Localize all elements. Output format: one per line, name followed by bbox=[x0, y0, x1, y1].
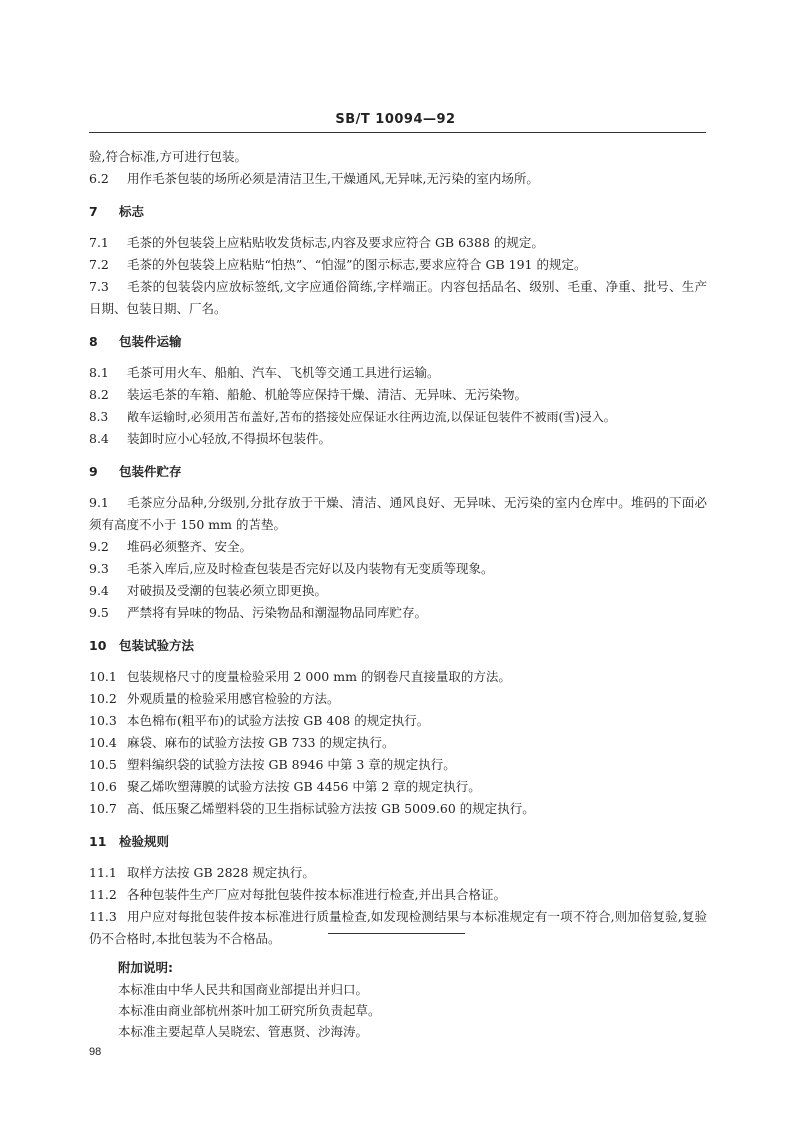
clause-10-5: 10.5 塑料编织袋的试验方法按 GB 8946 中第 3 章的规定执行。 bbox=[89, 757, 456, 772]
clause-10-3: 10.3 本色棉布(粗平布)的试验方法按 GB 408 的规定执行。 bbox=[89, 713, 430, 728]
notes-title: 附加说明: bbox=[118, 960, 173, 975]
clause-7-2: 7.2 毛茶的外包装袋上应粘贴“怕热”、“怕湿”的图示标志,要求应符合 GB 191 的规定。 bbox=[89, 257, 587, 272]
section-heading-11: 11 检验规则 bbox=[89, 834, 170, 849]
clause-10-2: 10.2 外观质量的检验采用感官检验的方法。 bbox=[89, 691, 340, 706]
clause-9-5: 9.5 严禁将有异味的物品、污染物品和潮湿物品同库贮存。 bbox=[89, 605, 428, 620]
section-heading-10: 10 包装试验方法 bbox=[89, 638, 195, 653]
clause-9-1: 9.1 毛茶应分品种,分级别,分批存放于干燥、清洁、通风良好、无异味、无污染的室内仓库中。堆码的下面必须有高度不小于 150 mm 的苫垫。 bbox=[89, 495, 707, 532]
clause-7-3: 7.3 毛茶的包装袋内应放标签纸,文字应通俗简练,字样端正。内容包括品名、级别、毛重、净重、批号、生产日期、包装日期、厂名。 bbox=[89, 279, 707, 316]
document-body bbox=[89, 146, 707, 950]
clause-8-1: 8.1 毛茶可用火车、船舶、汽车、飞机等交通工具进行运输。 bbox=[89, 365, 440, 380]
notes-line: 本标准由商业部杭州茶叶加工研究所负责起草。 bbox=[118, 1003, 381, 1018]
closing-separator bbox=[328, 933, 465, 934]
clause-11-2: 11.2 各种包装件生产厂应对每批包装件按本标准进行检查,并出具合格证。 bbox=[89, 887, 506, 902]
additional-notes bbox=[118, 957, 381, 1042]
clause-10-6: 10.6 聚乙烯吹塑薄膜的试验方法按 GB 4456 中第 2 章的规定执行。 bbox=[89, 779, 481, 794]
page-number: 98 bbox=[89, 1046, 102, 1058]
clause-6-2: 6.2 用作毛茶包装的场所必须是清洁卫生,干燥通风,无异味,无污染的室内场所。 bbox=[89, 171, 539, 186]
clause-9-4: 9.4 对破损及受潮的包装必须立即更换。 bbox=[89, 583, 328, 598]
section-heading-8: 8 包装件运输 bbox=[89, 334, 182, 349]
clause-8-3: 8.3 敞车运输时,必须用苫布盖好,苫布的搭接处应保证水往两边流,以保证包装件不被雨(雪)浸入。 bbox=[89, 410, 616, 424]
notes-line: 本标准由中华人民共和国商业部提出并归口。 bbox=[118, 982, 369, 997]
clause-10-1: 10.1 包装规格尺寸的度量检验采用 2 000 mm 的钢卷尺直接量取的方法。 bbox=[89, 669, 511, 684]
clause-7-1: 7.1 毛茶的外包装袋上应粘贴收发货标志,内容及要求应符合 GB 6388 的规定。 bbox=[89, 235, 544, 250]
clause-10-7: 10.7 高、低压聚乙烯塑料袋的卫生指标试验方法按 GB 5009.60 的规定执行。 bbox=[89, 801, 535, 816]
clause-8-2: 8.2 装运毛茶的车箱、船舱、机舱等应保持干燥、清洁、无异味、无污染物。 bbox=[89, 387, 528, 402]
clause-10-4: 10.4 麻袋、麻布的试验方法按 GB 733 的规定执行。 bbox=[89, 735, 395, 750]
clause-8-4: 8.4 装卸时应小心轻放,不得损坏包装件。 bbox=[89, 431, 331, 446]
header-rule bbox=[89, 132, 706, 133]
clause-9-3: 9.3 毛茶入库后,应及时检查包装是否完好以及内装物有无变质等现象。 bbox=[89, 561, 494, 576]
page-header-code: SB/T 10094—92 bbox=[335, 112, 456, 127]
clause-11-3: 11.3 用户应对每批包装件按本标准进行质量检查,如发现检测结果与本标准规定有一项不符合,则加倍复验,复验仍不合格时,本批包装为不合格品。 bbox=[89, 909, 707, 946]
section-heading-7: 7 标志 bbox=[89, 204, 145, 219]
continued-line: 验,符合标准,方可进行包装。 bbox=[89, 149, 247, 164]
notes-line: 本标准主要起草人吴晓宏、管惠贤、沙海涛。 bbox=[118, 1024, 369, 1039]
section-heading-9: 9 包装件贮存 bbox=[89, 464, 182, 479]
clause-11-1: 11.1 取样方法按 GB 2828 规定执行。 bbox=[89, 865, 315, 880]
clause-9-2: 9.2 堆码必须整齐、安全。 bbox=[89, 539, 253, 554]
